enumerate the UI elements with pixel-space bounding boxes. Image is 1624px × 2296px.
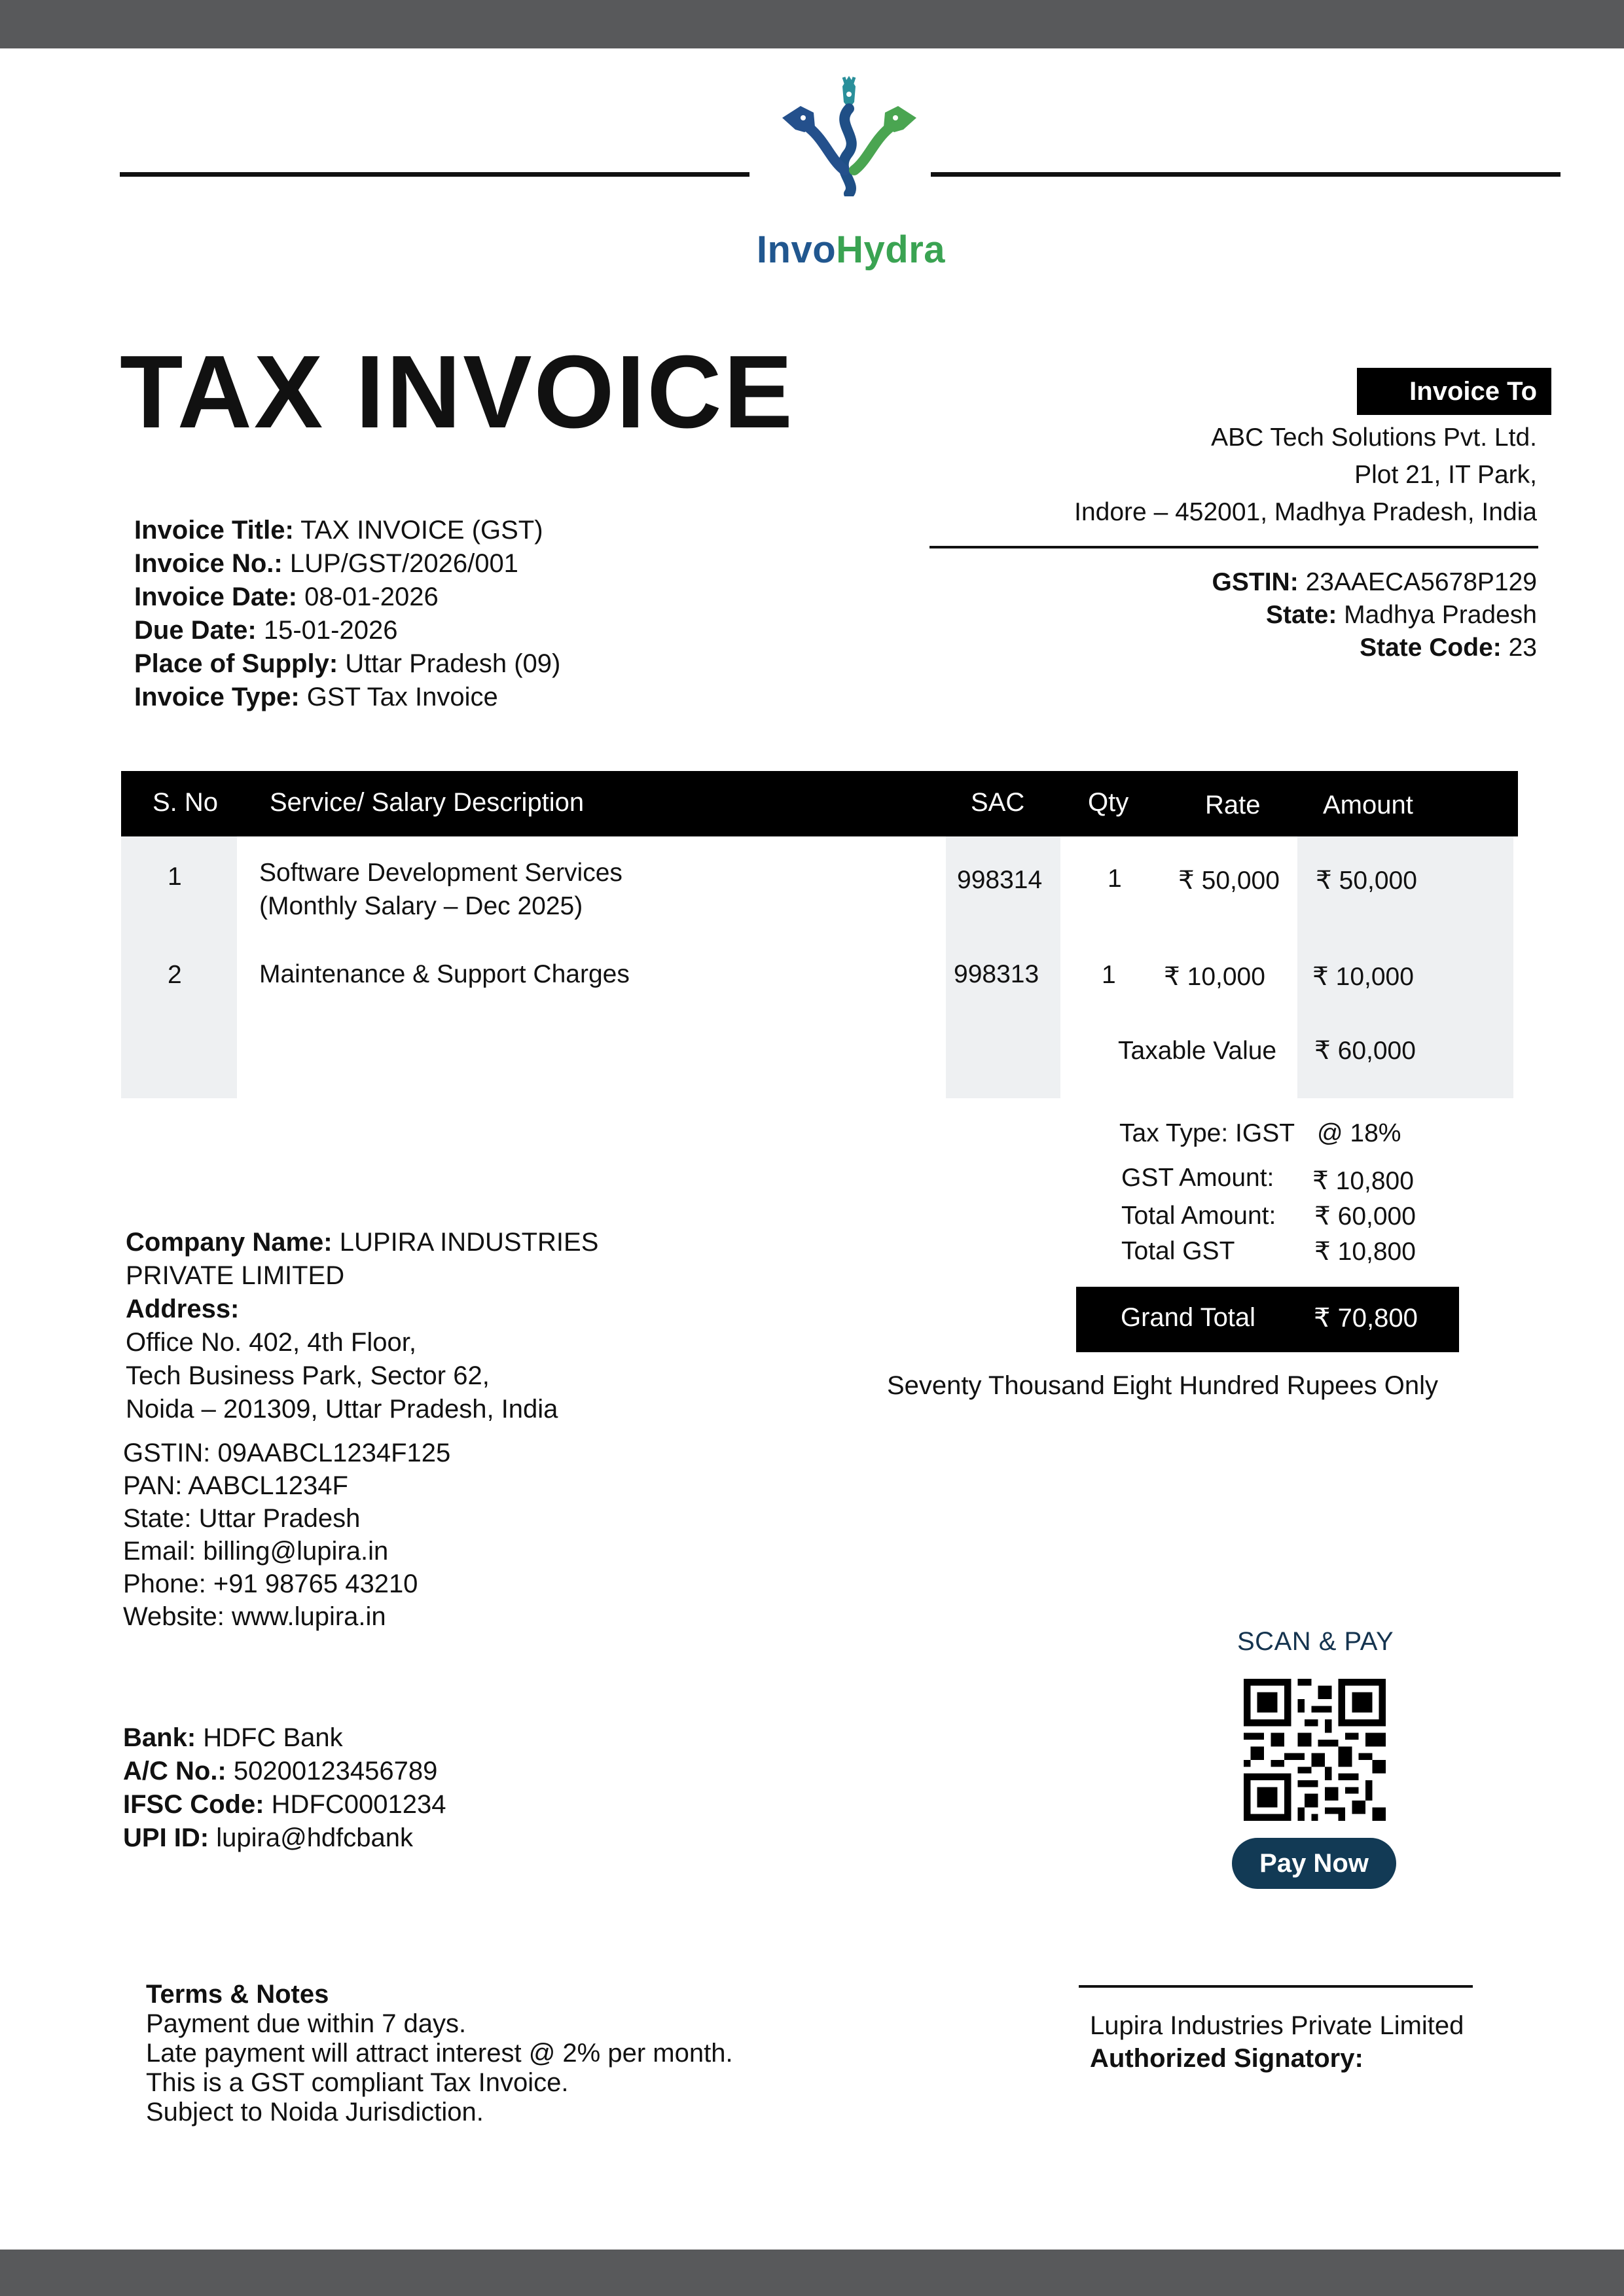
terms-line1: Payment due within 7 days. (146, 2009, 467, 2038)
company-name-label: Company Name: (126, 1228, 333, 1257)
meta-invoice-no (134, 547, 560, 581)
client-address-line2: Indore – 452001, Madhya Pradesh, India (1074, 498, 1537, 526)
brand-wordmark (740, 228, 962, 272)
meta-invoice-date (134, 581, 560, 614)
row2-qty: 1 (1102, 961, 1116, 989)
meta-value: LUP/GST/2026/001 (289, 549, 518, 578)
row2-sac: 998313 (954, 960, 1039, 988)
pay-now-button[interactable]: Pay Now (1232, 1838, 1396, 1889)
row1-sac: 998314 (957, 866, 1043, 894)
col-header-sac: SAC (971, 788, 1025, 817)
header-rule-right (931, 172, 1561, 177)
invoice-to-badge: Invoice To (1357, 368, 1551, 415)
company-address-line2: Tech Business Park, Sector 62, (126, 1361, 490, 1390)
client-state-code-value: 23 (1508, 634, 1537, 662)
qr-code-icon[interactable] (1244, 1679, 1386, 1821)
row1-amount: ₹ 50,000 (1316, 867, 1417, 895)
row1-sno: 1 (168, 863, 182, 891)
brand-name-part2: Hydra (836, 228, 946, 271)
client-divider (929, 546, 1538, 548)
client-gstin-label: GSTIN: (1212, 568, 1299, 596)
row1-description (259, 856, 623, 923)
company-address-line3: Noida – 201309, Uttar Pradesh, India (126, 1395, 558, 1424)
client-state-code (1212, 632, 1537, 664)
client-gstin (1212, 566, 1537, 599)
row2-description: Maintenance & Support Charges (259, 960, 630, 988)
row1-qty: 1 (1108, 865, 1122, 893)
company-name-line2: PRIVATE LIMITED (126, 1261, 345, 1290)
row2-sno: 2 (168, 961, 182, 989)
tax-type-label: Tax Type: IGST (1119, 1119, 1295, 1147)
meta-value: TAX INVOICE (GST) (300, 516, 543, 545)
header-rule-left (120, 172, 749, 177)
gst-amount-label: GST Amount: (1121, 1164, 1274, 1192)
company-name-value: LUPIRA INDUSTRIES (339, 1228, 599, 1257)
signature-line (1079, 1985, 1473, 1988)
meta-place-of-supply (134, 647, 560, 681)
meta-value: 15-01-2026 (263, 616, 398, 645)
meta-label: Invoice No.: (134, 549, 283, 578)
total-amount: ₹ 60,000 (1314, 1202, 1416, 1230)
taxable-value: ₹ 60,000 (1314, 1037, 1416, 1065)
bank-account (123, 1755, 446, 1788)
client-details (1074, 419, 1537, 531)
total-amount-label: Total Amount: (1121, 1202, 1276, 1230)
ifsc-label: IFSC Code: (123, 1790, 264, 1819)
client-state-code-label: State Code: (1360, 634, 1502, 662)
col-header-qty: Qty (1088, 788, 1129, 817)
client-address-line1: Plot 21, IT Park, (1354, 461, 1537, 489)
company-contact (123, 1437, 450, 1633)
meta-value: 08-01-2026 (304, 583, 439, 611)
company-pan: PAN: AABCL1234F (123, 1471, 348, 1500)
meta-invoice-title (134, 514, 560, 547)
account-label: A/C No.: (123, 1757, 226, 1785)
items-table-header (121, 771, 1518, 836)
signature-block (1090, 2009, 1464, 2075)
meta-label: Invoice Title: (134, 516, 294, 545)
meta-label: Invoice Date: (134, 583, 297, 611)
company-details (126, 1226, 598, 1426)
company-name (126, 1226, 598, 1259)
meta-invoice-type (134, 681, 560, 714)
bank-name (123, 1721, 446, 1755)
meta-value: Uttar Pradesh (09) (345, 649, 561, 678)
meta-due-date (134, 614, 560, 647)
bank-details (123, 1721, 446, 1855)
total-gst: ₹ 10,800 (1314, 1238, 1416, 1266)
company-address-label (126, 1293, 598, 1326)
terms-and-notes (146, 1980, 733, 2127)
company-gstin: GSTIN: 09AABCL1234F125 (123, 1439, 451, 1467)
gst-amount: ₹ 10,800 (1312, 1167, 1414, 1195)
tax-type-rate: @ 18% (1317, 1119, 1401, 1147)
company-website: Website: www.lupira.in (123, 1602, 386, 1631)
row1-desc-line1: Software Development Services (259, 859, 623, 887)
company-state: State: Uttar Pradesh (123, 1504, 361, 1533)
client-state (1212, 599, 1537, 632)
client-name: ABC Tech Solutions Pvt. Ltd. (1211, 423, 1537, 452)
terms-line2: Late payment will attract interest @ 2% per month. (146, 2039, 733, 2068)
meta-label: Due Date: (134, 616, 257, 645)
hydra-logo-icon (769, 72, 929, 196)
grand-total-value: ₹ 70,800 (1314, 1304, 1418, 1333)
client-state-label: State: (1265, 601, 1337, 629)
signatory-company: Lupira Industries Private Limited (1090, 2011, 1464, 2040)
col-header-amount: Amount (1323, 791, 1413, 819)
bank-value: HDFC Bank (203, 1723, 343, 1752)
account-value: 50200123456789 (233, 1757, 438, 1785)
terms-line3: This is a GST compliant Tax Invoice. (146, 2068, 569, 2097)
bank-label: Bank: (123, 1723, 196, 1752)
grand-total-box (1076, 1287, 1459, 1352)
row1-desc-line2: (Monthly Salary – Dec 2025) (259, 892, 583, 920)
scan-and-pay-label: SCAN & PAY (1237, 1627, 1394, 1656)
col-header-sno: S. No (153, 788, 219, 817)
bank-upi (123, 1821, 446, 1855)
bottom-bar (0, 2250, 1624, 2296)
taxable-value-label: Taxable Value (1118, 1037, 1277, 1065)
row1-rate: ₹ 50,000 (1178, 867, 1280, 895)
top-bar (0, 0, 1624, 48)
address-label: Address: (126, 1295, 240, 1323)
company-phone: Phone: +91 98765 43210 (123, 1570, 418, 1598)
col-header-rate: Rate (1205, 791, 1261, 819)
col-header-description: Service/ Salary Description (270, 788, 585, 817)
bank-ifsc (123, 1788, 446, 1821)
meta-label: Invoice Type: (134, 683, 300, 711)
client-state-value: Madhya Pradesh (1344, 601, 1537, 629)
authorized-signatory-label: Authorized Signatory: (1090, 2044, 1363, 2073)
brand-name-part1: Invo (756, 228, 837, 271)
grand-total-label: Grand Total (1121, 1303, 1256, 1332)
client-tax-info (1212, 566, 1537, 664)
invoice-meta (134, 514, 560, 714)
meta-label: Place of Supply: (134, 649, 338, 678)
row2-rate: ₹ 10,000 (1164, 963, 1265, 991)
amount-in-words: Seventy Thousand Eight Hundred Rupees Only (887, 1371, 1439, 1400)
upi-label: UPI ID: (123, 1823, 209, 1852)
terms-heading: Terms & Notes (146, 1980, 329, 2009)
company-address-line1: Office No. 402, 4th Floor, (126, 1328, 416, 1357)
total-gst-label: Total GST (1121, 1237, 1235, 1265)
upi-value: lupira@hdfcbank (216, 1823, 414, 1852)
terms-line4: Subject to Noida Jurisdiction. (146, 2098, 484, 2126)
company-email: Email: billing@lupira.in (123, 1537, 389, 1566)
row2-amount: ₹ 10,000 (1312, 963, 1414, 991)
document-title: TAX INVOICE (120, 334, 795, 450)
client-gstin-value: 23AAECA5678P129 (1305, 568, 1537, 596)
ifsc-value: HDFC0001234 (271, 1790, 446, 1819)
meta-value: GST Tax Invoice (306, 683, 498, 711)
